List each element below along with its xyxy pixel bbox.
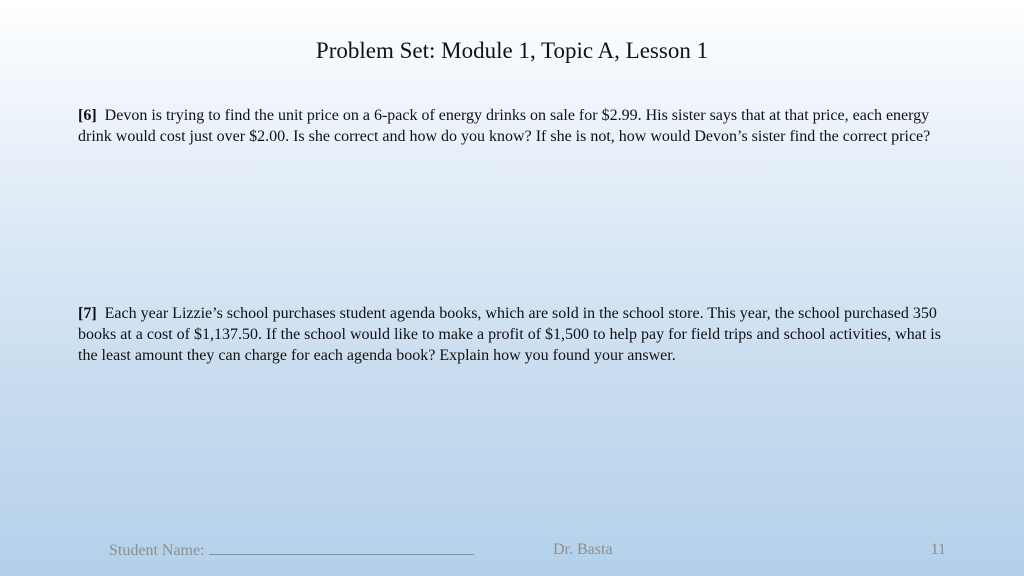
problem-6 xyxy=(78,105,948,147)
student-name-blank-line xyxy=(209,540,474,555)
footer-teacher-name: Dr. Basta xyxy=(553,541,613,558)
problem-7-text: Each year Lizzie’s school purchases student agenda books, which are sold in the school store. This year, the school purchased 350 books at a cost of $1,137.50. If the school would like to make a profit of $1,500 to help pay for field trips and school activities, what is the least amount they can charge for each agenda book? Explain how you found your answer. xyxy=(78,305,941,364)
page-number: 11 xyxy=(930,541,946,558)
problem-6-text: Devon is trying to find the unit price on a 6-pack of energy drinks on sale for $2.99. His sister says that at that price, each energy drink would cost just over $2.00. Is she correct and how do you know? If she is not, how would Devon’s sister find the correct price? xyxy=(78,107,931,145)
footer-student-name xyxy=(109,540,474,561)
problem-7 xyxy=(78,303,948,366)
slide-title: Problem Set: Module 1, Topic A, Lesson 1 xyxy=(315,38,709,63)
problem-7-number: [7] xyxy=(78,305,97,322)
problem-6-number: [6] xyxy=(78,107,97,124)
student-name-label: Student Name: xyxy=(109,542,205,559)
